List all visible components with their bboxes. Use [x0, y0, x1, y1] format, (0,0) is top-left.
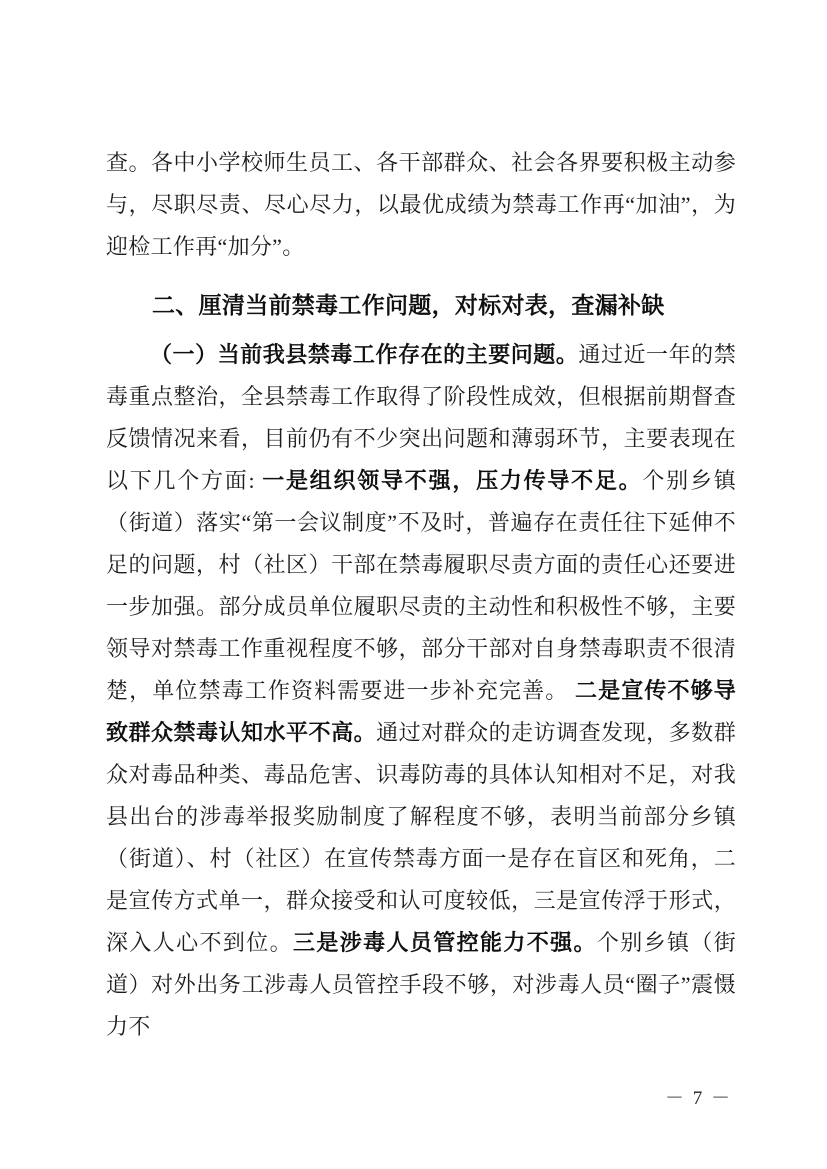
paragraph-continuation: 查。各中小学校师生员工、各干部群众、社会各界要积极主动参与，尽职尽责、尽心尽力，以最优成绩为禁毒工作再“加油”，为迎检工作再“加分”。 — [106, 150, 736, 259]
paragraph-run-bold-4: 三是涉毒人员管控能力不强。 — [292, 930, 597, 955]
page-number: － 7 － — [664, 1088, 732, 1109]
paragraph-run-normal-3: 通过对群众的走访调查发现，多数群众对毒品种类、毒品危害、识毒防毒的具体认知相对不足，对我县出台的涉毒举报奖励制度了解程度不够，表明当前部分乡镇（街道）、村（社区）在宣传禁毒方面一是存在盲区和死角，二是宣传方式单一，群众接受和认可度较低，三是宣传浮于形式，深入人心不到位。 — [106, 720, 736, 955]
paragraph-run-normal-4: 个别乡镇（街道）对外出务工涉毒人员管控手段不够，对涉毒人员“圈子”震慑力不 — [106, 930, 736, 1039]
paragraph-run-bold-2: 一是组织领导不强，压力传导不足。 — [262, 468, 643, 493]
document-text-block — [106, 142, 736, 1048]
paragraph-run-bold-1: （一）当前我县禁毒工作存在的主要问题。 — [150, 342, 579, 367]
paragraph-run-bold-3: 二是宣传不够导致群众禁毒认知水平不高。 — [106, 678, 736, 745]
paragraph-main — [106, 334, 736, 1048]
paragraph-run-normal-2: 个别乡镇（街道）落实“第一会议制度”不及时，普遍存在责任往下延伸不足的问题，村（社区）干部在禁毒履职尽责方面的责任心还要进一步加强。部分成员单位履职尽责的主动性和积极性不够，主要领导对禁毒工作重视程度不够，部分干部对自身禁毒职责不很清楚，单位禁毒工作资料需要进一步补充完善。 — [106, 468, 737, 703]
section-heading: 二、厘清当前禁毒工作问题，对标对表，查漏补缺 — [152, 292, 665, 318]
paragraph-run-normal-1: 通过近一年的禁毒重点整治，全县禁毒工作取得了阶段性成效，但根据前期督查反馈情况来看，目前仍有不少突出问题和薄弱环节，主要表现在以下几个方面: — [106, 342, 736, 493]
